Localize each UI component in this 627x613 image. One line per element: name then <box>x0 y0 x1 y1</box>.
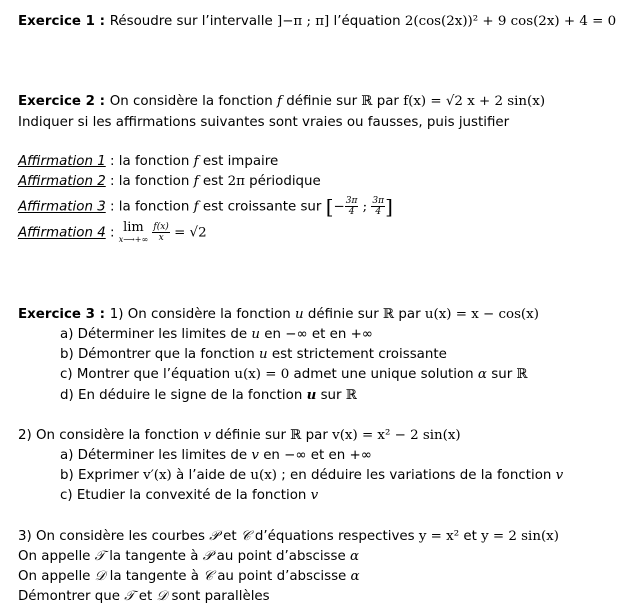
question-1d-u: u <box>306 387 317 403</box>
tangent-D-text-3: au point d’abscisse <box>212 569 351 584</box>
part-3-text-3: d’équations respectives <box>250 529 419 544</box>
part-1-set-R: ℝ <box>382 307 395 322</box>
affirmation-3-text: la fonction <box>118 199 194 215</box>
question-1b-text-2: est strictement croissante <box>267 347 447 362</box>
conclusion-T: 𝒯 <box>124 589 135 604</box>
curve-C-equation: y = 2 sin(x) <box>481 529 559 544</box>
tangent-D-alpha: α <box>350 569 360 584</box>
question-1d-text: d) En déduire le signe de la fonction <box>60 388 307 403</box>
affirmation-3-f: f <box>193 199 199 215</box>
affirmation-4-sep: : <box>105 225 119 241</box>
exercise-3-part-3 <box>18 529 559 545</box>
affirmation-2 <box>18 174 321 190</box>
limit-value: = √2 <box>169 225 207 241</box>
affirmation-1-text: la fonction <box>118 154 194 169</box>
affirmation-2-period: 2π <box>227 174 245 189</box>
function-v: v <box>203 428 211 443</box>
affirmation-1-f: f <box>193 154 199 169</box>
question-2b-text-3: ; en déduire les variations de la fonction <box>277 468 556 483</box>
tangent-T-text-3: au point d’abscisse <box>212 549 351 564</box>
question-2c-text: c) Etudier la convexité de la fonction <box>60 488 311 503</box>
question-1c-text-3: sur <box>486 367 517 382</box>
fraction-upper-denominator: 4 <box>375 207 382 217</box>
part-2-text: 2) On considère la fonction <box>18 428 204 443</box>
exercise-2-colon: : <box>95 94 110 109</box>
question-2b-v: v <box>555 468 564 483</box>
question-2a-v: v <box>251 448 259 463</box>
question-2b <box>60 468 563 484</box>
affirmation-2-f: f <box>193 174 199 189</box>
part-2-set-R: ℝ <box>290 428 302 443</box>
fraction-lower-denominator: 4 <box>348 207 355 217</box>
part-3-conclusion <box>18 589 270 605</box>
affirmation-1-sep: : <box>105 154 119 169</box>
limit-fraction <box>152 222 169 243</box>
question-1a <box>60 327 373 343</box>
exercise-1-title: Exercice 1 <box>18 14 95 29</box>
part-3-text-2: et <box>218 529 241 544</box>
question-1d <box>60 387 357 404</box>
question-1c-equation: u(x) = 0 <box>234 367 290 382</box>
tangent-T-curve-P: 𝒫 <box>202 549 213 564</box>
question-1b-u: u <box>259 347 268 362</box>
affirmation-2-text: la fonction <box>118 174 194 189</box>
exercise-3-part-1 <box>18 307 539 323</box>
interval-right-bracket: ] <box>385 194 393 219</box>
affirmation-2-label: Affirmation 2 <box>18 174 106 189</box>
exercise-1-equation: 2(cos(2x))² + 9 cos(2x) + 4 = 0 <box>404 14 617 29</box>
function-f-definition: f(x) = √2 x + 2 sin(x) <box>403 94 546 109</box>
question-2b-ux: u(x) <box>250 468 277 483</box>
conclusion-D: 𝒟 <box>156 589 168 604</box>
limit-text: lim <box>123 220 144 235</box>
question-1c-alpha: α <box>477 367 487 382</box>
question-1a-text-2: en −∞ et en +∞ <box>259 327 373 342</box>
question-1c-text: c) Montrer que l’équation <box>60 367 235 382</box>
conclusion-text-3: sont parallèles <box>167 589 270 604</box>
question-2a-text-2: en −∞ et en +∞ <box>258 448 372 463</box>
question-2b-text-2: à l’aide de <box>171 468 251 483</box>
affirmation-4 <box>18 222 207 246</box>
limit-denominator: x <box>158 233 164 243</box>
curve-P-equation: y = x² <box>418 529 460 544</box>
exercise-2-text-2: définie sur <box>281 94 362 109</box>
exercise-2-title: Exercice 2 <box>18 94 95 109</box>
question-1a-text: a) Déterminer les limites de <box>60 327 252 342</box>
limit-operator <box>119 222 148 246</box>
tangent-D-curve-C: 𝒞 <box>203 569 213 584</box>
affirmation-3-sep: : <box>105 199 119 215</box>
exercise-1-interval: ]−π ; π] <box>276 14 330 29</box>
tangent-D: 𝒟 <box>94 569 106 584</box>
affirmation-2-sep: : <box>105 174 119 189</box>
fraction-lower-bound <box>345 196 359 217</box>
part-2-text-2: définie sur <box>210 428 291 443</box>
part-1-text-2: définie sur <box>303 307 383 322</box>
tangent-T-alpha: α <box>350 549 360 564</box>
affirmation-3-text-2: est croissante sur <box>198 199 326 215</box>
affirmation-2-text-3: périodique <box>244 174 321 189</box>
exercise-1-text: Résoudre sur l’intervalle <box>109 14 277 29</box>
exercise-1-text-2: l’équation <box>329 14 405 29</box>
part-3-tangent-T <box>18 549 359 565</box>
function-u: u <box>295 307 304 322</box>
affirmation-1-label: Affirmation 1 <box>18 154 106 169</box>
conclusion-text-2: et <box>134 589 157 604</box>
affirmation-2-text-2: est <box>198 174 228 189</box>
interval-left-bracket: [ <box>325 194 334 219</box>
interval-separator: ; <box>358 199 372 215</box>
function-u-definition: u(x) = x − cos(x) <box>424 307 539 322</box>
question-1c-text-2: admet une unique solution <box>289 367 478 382</box>
question-1a-u: u <box>251 327 260 342</box>
tangent-D-text: On appelle <box>18 569 95 584</box>
exercise-3-colon: : <box>95 307 110 322</box>
limit-subscript: x⟶+∞ <box>118 235 149 244</box>
conclusion-text: Démontrer que <box>18 589 125 604</box>
question-2c <box>60 488 318 504</box>
set-R: ℝ <box>361 94 373 109</box>
question-1c <box>60 367 528 383</box>
question-2a <box>60 448 372 464</box>
exercise-1-colon: : <box>95 14 110 29</box>
exercise-2-text: On considère la fonction <box>109 94 277 109</box>
exercise-3-title: Exercice 3 <box>18 307 95 322</box>
exercise-3-part-2 <box>18 428 461 444</box>
exercise-2-statement <box>18 94 545 110</box>
fraction-upper-bound <box>371 196 385 217</box>
part-3-text: 3) On considère les courbes <box>18 529 210 544</box>
tangent-D-text-2: la tangente à <box>105 569 204 584</box>
question-1b <box>60 347 447 363</box>
exercise-1-statement <box>18 14 616 30</box>
limit-numerator: f(x) <box>153 222 169 232</box>
part-3-tangent-D <box>18 569 360 585</box>
curve-C: 𝒞 <box>240 529 251 544</box>
part-1-text-3: par <box>394 307 425 322</box>
tangent-T-text-2: la tangente à <box>104 549 203 564</box>
tangent-T: 𝒯 <box>94 549 105 564</box>
affirmation-3 <box>18 196 393 217</box>
function-f: f <box>277 94 282 109</box>
question-2b-text: b) Exprimer <box>60 468 144 483</box>
question-2c-v: v <box>310 488 319 503</box>
exercise-2-instruction: Indiquer si les affirmations suivantes sont vraies ou fausses, puis justifier <box>18 115 510 130</box>
question-1c-R: ℝ <box>516 367 528 382</box>
affirmation-1-text-2: est impaire <box>198 154 279 169</box>
fraction-lower-numerator: 3π <box>345 196 358 206</box>
part-1-text: 1) On considère la fonction <box>109 307 295 322</box>
affirmation-1 <box>18 154 278 170</box>
affirmation-3-label: Affirmation 3 <box>18 199 106 215</box>
tangent-T-text: On appelle <box>18 549 95 564</box>
part-3-text-4: et <box>459 529 482 544</box>
interval-minus: − <box>333 199 345 215</box>
question-2a-text: a) Déterminer les limites de <box>60 448 252 463</box>
fraction-upper-numerator: 3π <box>372 196 385 206</box>
question-1d-R: ℝ <box>345 388 357 403</box>
part-2-text-3: par <box>301 428 333 443</box>
curve-P: 𝒫 <box>209 529 219 544</box>
function-v-definition: v(x) = x² − 2 sin(x) <box>332 428 461 443</box>
affirmation-4-label: Affirmation 4 <box>18 225 106 241</box>
question-1d-text-2: sur <box>316 388 346 403</box>
question-2b-derivative: v′(x) <box>143 468 172 483</box>
question-1b-text: b) Démontrer que la fonction <box>60 347 260 362</box>
exercise-2-text-3: par <box>372 94 404 109</box>
